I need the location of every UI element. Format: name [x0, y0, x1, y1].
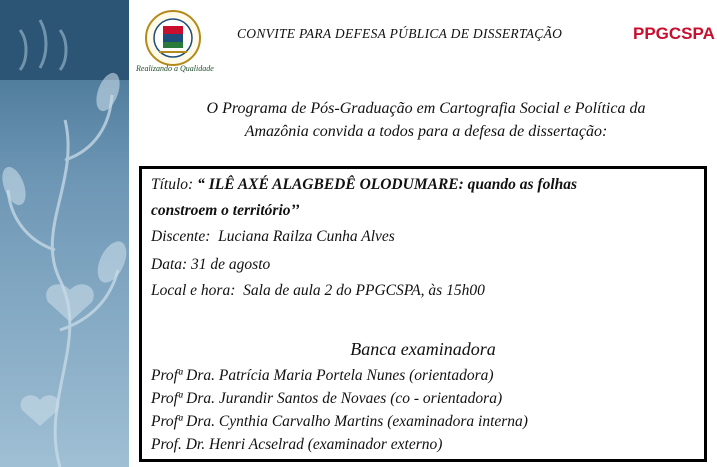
- discente-label: Discente:: [151, 228, 211, 245]
- titulo-value-2: constroem o território’’: [151, 202, 300, 219]
- local-value: Sala de aula 2 do PPGCSPA, às 15h00: [243, 282, 485, 299]
- banca-member: Profª Dra. Jurandir Santos de Novaes (co - orientadora): [151, 390, 503, 407]
- logo-motto: Realizando a Qualidade: [136, 64, 214, 73]
- titulo-row: [151, 176, 577, 194]
- floral-pattern-icon: [0, 0, 129, 467]
- banca-member: Profª Dra. Patrícia Maria Portela Nunes (orientadora): [151, 367, 494, 384]
- titulo-label: Título:: [151, 176, 194, 193]
- page-title: CONVITE PARA DEFESA PÚBLICA DE DISSERTAÇÃO: [237, 26, 563, 41]
- titulo-value-1: “ ILÊ AXÉ ALAGBEDÊ OLODUMARE: quando as folhas: [197, 176, 578, 193]
- discente-value: Luciana Railza Cunha Alves: [218, 228, 395, 245]
- defense-details-box: [139, 166, 707, 462]
- banca-member: Prof. Dr. Henri Acselrad (examinador externo): [151, 436, 443, 453]
- discente-row: [151, 228, 395, 246]
- banca-member: Profª Dra. Cynthia Carvalho Martins (examinadora interna): [151, 413, 528, 430]
- banca-heading: Banca examinadora: [350, 339, 496, 359]
- local-row: [151, 282, 485, 300]
- decorative-sidebar: [0, 0, 129, 467]
- data-row: [151, 256, 270, 274]
- intro-line-2: Amazônia convida a todos para a defesa de dissertação:: [244, 123, 608, 140]
- data-value: 31 de agosto: [191, 256, 271, 273]
- data-label: Data:: [151, 256, 188, 273]
- intro-text: [150, 97, 702, 143]
- program-brand: PPGCSPA: [633, 24, 715, 43]
- local-label: Local e hora:: [151, 282, 236, 299]
- intro-line-1: O Programa de Pós-Graduação em Cartografia Social e Política da: [206, 100, 646, 117]
